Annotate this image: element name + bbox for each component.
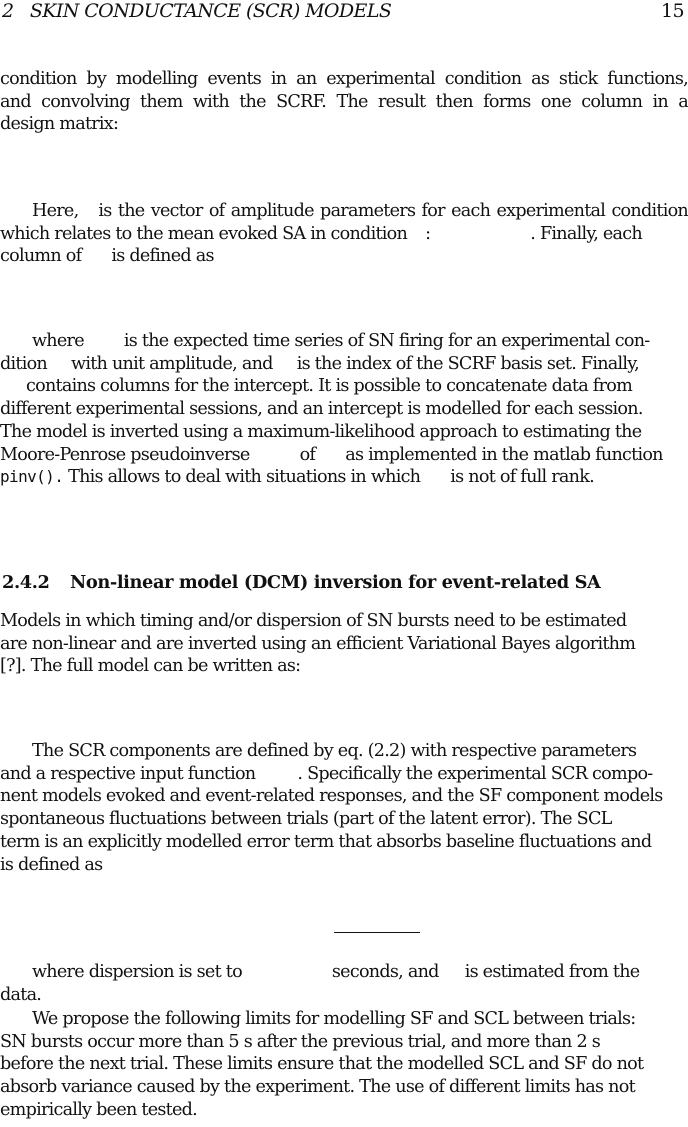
text-fragment: This allows to deal with situations in which <box>68 467 421 488</box>
text-fragment: : <box>425 223 431 244</box>
text-line: nent models evoked and event-related responses, and the SF component models <box>0 786 663 807</box>
text-line: SN bursts occur more than 5 s after the previous trial, and more than 2 s <box>0 1031 601 1052</box>
text-fragment: seconds, and <box>331 962 439 982</box>
text-line: before the next trial. These limits ensure that the modelled SCL and SF do not <box>0 1054 644 1075</box>
text-line: The model is inverted using a maximum-likelihood approach to estimating the <box>0 421 642 442</box>
section-number: 2.4.2 <box>2 572 50 593</box>
section-title: Non-linear model (DCM) inversion for event-related SA <box>70 572 601 593</box>
text-line: The SCR components are defined by eq. (2.2) with respective parameters <box>32 741 637 761</box>
text-line: empirically been tested. <box>0 1099 198 1120</box>
text-fragment: is the vector of amplitude parameters for each experimental condition <box>98 201 688 221</box>
text-fragment: and a respective input function <box>0 763 256 784</box>
text-fragment: is the expected time series of SN firing for an experimental con- <box>123 331 650 351</box>
text-fragment: dition <box>0 353 48 374</box>
section-heading <box>2 572 600 593</box>
text-fragment: Moore-Penrose pseudoinverse <box>0 444 250 465</box>
text-line <box>0 353 688 376</box>
text-fragment: where <box>32 331 84 351</box>
text-fragment: with unit amplitude, and <box>71 353 273 374</box>
text-fragment: where dispersion is set to <box>32 962 242 982</box>
text-fragment: column of <box>0 246 82 267</box>
text-fragment: is estimated from the <box>464 962 640 982</box>
text-line <box>0 330 688 353</box>
paragraph-design-matrix <box>0 68 688 136</box>
text-line <box>0 223 688 246</box>
page-number: 15 <box>661 0 684 22</box>
text-line: data. <box>0 984 42 1005</box>
chapter-title: SKIN CONDUCTANCE (SCR) MODELS <box>29 0 392 22</box>
paragraph-sn-firing <box>0 330 688 489</box>
text-line: Models in which timing and/or dispersion of SN bursts need to be estimated <box>0 611 627 631</box>
text-fragment: . Finally, each <box>530 223 642 244</box>
running-header <box>2 0 684 24</box>
paragraph-scr-components <box>0 740 688 876</box>
text-line: and convolving them with the SCRF. The result then forms one column in a <box>0 91 688 112</box>
equation-fraction-bar <box>334 932 420 933</box>
text-line: term is an explicitly modelled error term that absorbs baseline fluctuations and <box>0 831 652 852</box>
text-fragment: is not of full rank. <box>450 467 594 488</box>
text-line: We propose the following limits for modelling SF and SCL between trials: <box>32 1009 636 1029</box>
chapter-number: 2 <box>2 0 14 22</box>
text-fragment: . Specifically the experimental SCR compo- <box>297 763 653 784</box>
text-line: different experimental sessions, and an intercept is modelled for each session. <box>0 399 643 420</box>
paragraph-limits <box>0 1008 688 1122</box>
chapter-heading <box>2 0 391 22</box>
text-line: design matrix: <box>0 114 119 135</box>
text-line <box>0 444 688 467</box>
text-fragment: as implemented in the matlab function <box>345 444 663 465</box>
text-fragment: Here, <box>32 201 79 221</box>
text-line: absorb variance caused by the experiment. The use of different limits has not <box>0 1077 635 1098</box>
text-fragment: is defined as <box>111 246 214 267</box>
text-fragment: of <box>299 444 316 465</box>
text-line: is defined as <box>0 854 103 875</box>
text-fragment: is the index of the SCRF basis set. Finally, <box>296 353 639 374</box>
text-line <box>0 763 688 786</box>
text-line: [?]. The full model can be written as: <box>0 656 301 677</box>
paragraph-nonlinear-models <box>0 610 688 678</box>
text-line <box>0 200 688 223</box>
paragraph-dispersion <box>0 961 688 1006</box>
text-fragment: which relates to the mean evoked SA in condition <box>0 223 408 244</box>
paragraph-amplitude-parameters <box>0 200 688 268</box>
text-line: contains columns for the intercept. It is possible to concatenate data from <box>26 376 632 397</box>
code-fragment: pinv(). <box>0 467 64 487</box>
text-line: condition by modelling events in an experimental condition as stick functions, <box>0 69 688 89</box>
text-line <box>0 245 688 268</box>
text-line <box>0 961 688 984</box>
text-line: spontaneous fluctuations between trials (part of the latent error). The SCL <box>0 809 612 830</box>
text-line <box>0 466 688 489</box>
text-line: are non-linear and are inverted using an efficient Variational Bayes algorithm <box>0 633 636 654</box>
